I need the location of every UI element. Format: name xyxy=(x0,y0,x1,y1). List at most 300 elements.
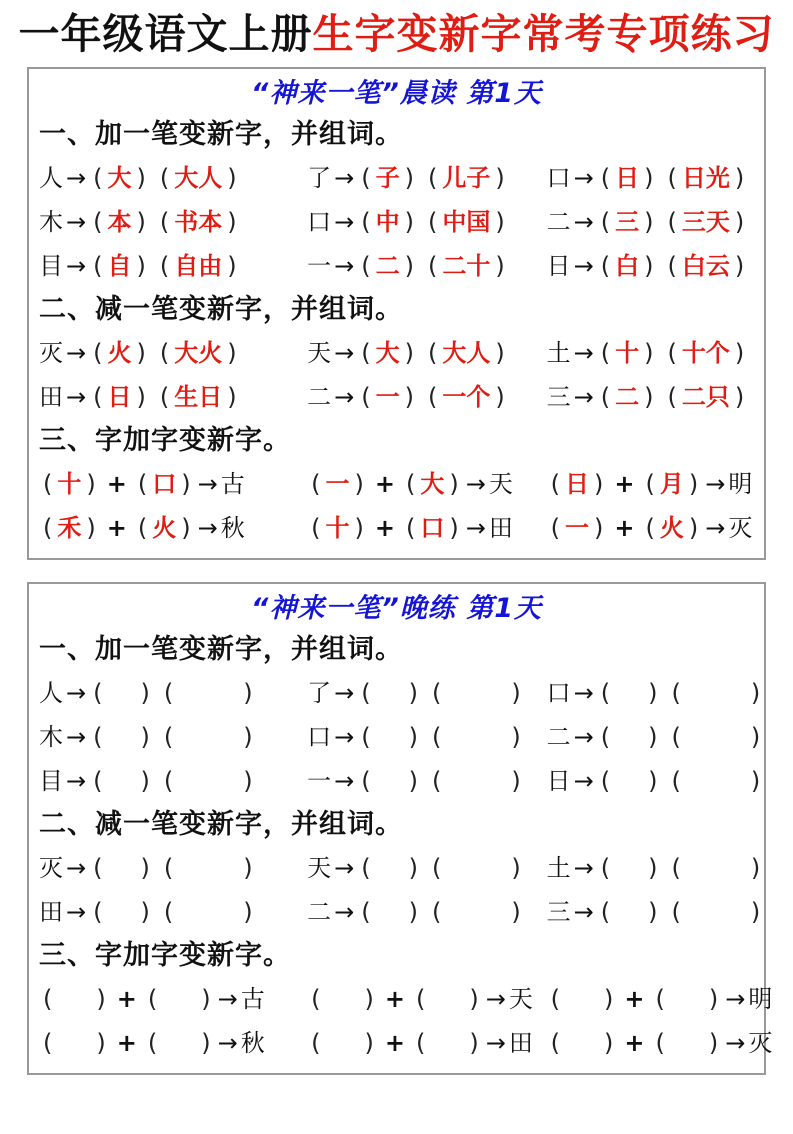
arrow-right-icon: → xyxy=(334,723,355,752)
close-paren: ) xyxy=(511,898,521,927)
open-paren: ( xyxy=(600,723,611,752)
close-paren: ) xyxy=(644,164,654,193)
section-heading: 一、加一笔变新字，并组词。 xyxy=(39,119,403,151)
exercise-cell xyxy=(307,462,547,506)
base-char: 口 xyxy=(307,723,332,752)
open-paren: ( xyxy=(93,164,103,193)
open-paren: ( xyxy=(43,985,53,1014)
worksheet-section xyxy=(39,631,761,803)
base-char: 了 xyxy=(307,679,332,708)
morning-reading-box xyxy=(27,67,766,560)
base-char: 一 xyxy=(307,767,332,796)
close-paren: ) xyxy=(227,252,237,281)
open-paren: ( xyxy=(671,898,681,927)
evening-practice-box xyxy=(27,582,773,1075)
worksheet-section xyxy=(39,422,754,550)
exercise-cell xyxy=(39,977,307,1021)
close-paren: ) xyxy=(404,339,414,368)
exercise-cell xyxy=(546,846,761,890)
arrow-right-icon: → xyxy=(334,679,355,708)
close-paren: ) xyxy=(644,383,654,412)
close-paren: ) xyxy=(449,514,459,543)
exercise-cell xyxy=(307,759,547,803)
close-paren: ) xyxy=(648,898,658,927)
exercise-row xyxy=(39,890,761,934)
open-paren: ( xyxy=(93,208,103,237)
exercise-cell xyxy=(39,156,307,200)
arrow-right-icon: → xyxy=(334,252,355,281)
exercise-cell xyxy=(546,715,761,759)
result-char: 天 xyxy=(508,985,533,1014)
result-char: 天 xyxy=(488,470,513,499)
close-paren: ) xyxy=(140,679,150,708)
arrow-right-icon: → xyxy=(217,985,238,1014)
arrow-right-icon: → xyxy=(573,383,594,412)
close-paren: ) xyxy=(227,339,237,368)
arrow-right-icon: → xyxy=(66,723,87,752)
arrow-right-icon: → xyxy=(573,854,594,883)
sections-container xyxy=(39,631,773,1065)
close-paren: ) xyxy=(648,767,658,796)
close-paren: ) xyxy=(511,723,521,752)
exercise-cell xyxy=(547,244,754,288)
arrow-right-icon: → xyxy=(573,767,594,796)
section-heading: 三、字加字变新字。 xyxy=(39,425,291,457)
answer-word: 白云 xyxy=(681,252,730,281)
answer-char: 火 xyxy=(152,514,177,543)
close-paren: ) xyxy=(364,985,374,1014)
close-paren: ) xyxy=(140,898,150,927)
exercise-cell xyxy=(39,375,307,419)
open-paren: ( xyxy=(163,679,174,708)
close-paren: ) xyxy=(604,1029,614,1058)
base-char: 三 xyxy=(546,898,571,927)
page-title-red-part: 生字变新字常考专项练习 xyxy=(312,10,775,58)
open-paren: ( xyxy=(361,339,371,368)
answer-word: 日光 xyxy=(681,164,730,193)
result-char: 秋 xyxy=(220,514,245,543)
exercise-cell xyxy=(307,506,547,550)
base-char: 灭 xyxy=(39,339,63,368)
open-paren: ( xyxy=(361,164,371,193)
open-paren: ( xyxy=(550,470,561,499)
base-char: 土 xyxy=(546,339,571,368)
exercise-cell xyxy=(547,375,754,419)
close-paren: ) xyxy=(181,470,191,499)
answer-char: 白 xyxy=(615,252,640,281)
base-char: 天 xyxy=(307,339,332,368)
box-header: “神来一笔”晨读 第1天 xyxy=(251,78,542,110)
open-paren: ( xyxy=(159,252,170,281)
base-char: 三 xyxy=(546,383,571,412)
arrow-right-icon: → xyxy=(66,164,87,193)
arrow-right-icon: → xyxy=(573,898,594,927)
exercise-row xyxy=(39,462,754,506)
plus-sign: + xyxy=(116,985,137,1014)
close-paren: ) xyxy=(708,1029,719,1058)
base-char: 天 xyxy=(307,854,332,883)
arrow-right-icon: → xyxy=(573,723,594,752)
exercise-row xyxy=(39,244,754,288)
close-paren: ) xyxy=(140,854,150,883)
answer-char: 一 xyxy=(375,383,400,412)
exercise-cell xyxy=(39,671,307,715)
close-paren: ) xyxy=(688,470,699,499)
close-paren: ) xyxy=(594,514,604,543)
open-paren: ( xyxy=(93,679,103,708)
close-paren: ) xyxy=(734,164,745,193)
exercise-row xyxy=(39,846,761,890)
answer-word: 大人 xyxy=(442,339,491,368)
open-paren: ( xyxy=(361,767,371,796)
base-char: 二 xyxy=(546,723,571,752)
arrow-right-icon: → xyxy=(334,767,355,796)
close-paren: ) xyxy=(594,470,604,499)
close-paren: ) xyxy=(734,208,745,237)
page-title xyxy=(10,12,783,57)
base-char: 日 xyxy=(546,252,571,281)
exercise-row xyxy=(39,715,761,759)
open-paren: ( xyxy=(431,898,442,927)
open-paren: ( xyxy=(361,854,371,883)
open-paren: ( xyxy=(43,514,53,543)
open-paren: ( xyxy=(427,252,438,281)
exercise-cell xyxy=(307,671,547,715)
close-paren: ) xyxy=(227,164,237,193)
worksheet-section xyxy=(39,806,761,934)
answer-word: 三天 xyxy=(681,208,730,237)
answer-word: 儿子 xyxy=(442,164,491,193)
close-paren: ) xyxy=(136,339,146,368)
close-paren: ) xyxy=(86,470,96,499)
base-char: 灭 xyxy=(39,854,63,883)
answer-word: 书本 xyxy=(174,208,223,237)
open-paren: ( xyxy=(415,985,426,1014)
close-paren: ) xyxy=(181,514,191,543)
open-paren: ( xyxy=(655,1029,665,1058)
answer-word: 生日 xyxy=(174,383,223,412)
page-title-black-part: 一年级语文上册 xyxy=(18,10,313,58)
open-paren: ( xyxy=(159,339,170,368)
exercise-cell xyxy=(39,462,307,506)
close-paren: ) xyxy=(404,252,414,281)
close-paren: ) xyxy=(136,383,146,412)
open-paren: ( xyxy=(163,854,174,883)
open-paren: ( xyxy=(361,252,371,281)
open-paren: ( xyxy=(671,854,681,883)
base-char: 二 xyxy=(546,208,571,237)
base-char: 木 xyxy=(39,208,63,237)
close-paren: ) xyxy=(750,679,761,708)
close-paren: ) xyxy=(96,1029,106,1058)
open-paren: ( xyxy=(405,470,416,499)
base-char: 人 xyxy=(39,679,63,708)
close-paren: ) xyxy=(86,514,96,543)
plus-sign: + xyxy=(384,985,405,1014)
close-paren: ) xyxy=(408,898,418,927)
open-paren: ( xyxy=(147,1029,158,1058)
base-char: 田 xyxy=(39,383,63,412)
result-char: 田 xyxy=(508,1029,533,1058)
sections-container xyxy=(39,116,754,550)
open-paren: ( xyxy=(415,1029,426,1058)
exercise-cell xyxy=(307,1021,547,1065)
close-paren: ) xyxy=(408,854,418,883)
exercise-cell xyxy=(39,200,307,244)
result-char: 古 xyxy=(220,470,245,499)
close-paren: ) xyxy=(364,1029,374,1058)
exercise-cell xyxy=(547,156,754,200)
arrow-right-icon: → xyxy=(66,339,87,368)
open-paren: ( xyxy=(667,339,677,368)
answer-word: 一个 xyxy=(442,383,491,412)
exercise-row xyxy=(39,375,754,419)
answer-word: 大火 xyxy=(174,339,223,368)
exercise-row xyxy=(39,331,754,375)
open-paren: ( xyxy=(600,767,611,796)
answer-char: 日 xyxy=(107,383,132,412)
open-paren: ( xyxy=(671,723,681,752)
open-paren: ( xyxy=(431,767,442,796)
close-paren: ) xyxy=(688,514,699,543)
arrow-right-icon: → xyxy=(334,898,355,927)
base-char: 口 xyxy=(546,164,571,193)
answer-char: 月 xyxy=(659,470,684,499)
exercise-cell xyxy=(39,506,307,550)
section-heading: 二、减一笔变新字，并组词。 xyxy=(39,809,403,841)
open-paren: ( xyxy=(361,679,371,708)
arrow-right-icon: → xyxy=(197,470,218,499)
exercise-row xyxy=(39,977,773,1021)
arrow-right-icon: → xyxy=(334,208,355,237)
exercise-cell xyxy=(39,846,307,890)
exercise-row xyxy=(39,1021,773,1065)
arrow-right-icon: → xyxy=(66,679,87,708)
arrow-right-icon: → xyxy=(66,208,87,237)
section-heading: 二、减一笔变新字，并组词。 xyxy=(39,294,403,326)
close-paren: ) xyxy=(136,208,146,237)
worksheet-section xyxy=(39,116,754,288)
answer-char: 自 xyxy=(107,252,132,281)
open-paren: ( xyxy=(431,723,442,752)
open-paren: ( xyxy=(311,985,321,1014)
exercise-cell xyxy=(39,244,307,288)
close-paren: ) xyxy=(750,723,761,752)
exercise-row xyxy=(39,671,761,715)
close-paren: ) xyxy=(750,767,761,796)
base-char: 一 xyxy=(307,252,332,281)
exercise-cell xyxy=(307,244,547,288)
close-paren: ) xyxy=(708,985,719,1014)
answer-char: 日 xyxy=(615,164,640,193)
close-paren: ) xyxy=(243,679,253,708)
plus-sign: + xyxy=(624,1029,645,1058)
arrow-right-icon: → xyxy=(334,854,355,883)
arrow-right-icon: → xyxy=(705,514,726,543)
answer-char: 大 xyxy=(420,470,445,499)
arrow-right-icon: → xyxy=(573,679,594,708)
open-paren: ( xyxy=(667,383,677,412)
plus-sign: + xyxy=(116,1029,137,1058)
close-paren: ) xyxy=(227,208,237,237)
exercise-cell xyxy=(39,759,307,803)
close-paren: ) xyxy=(734,383,745,412)
worksheet-section xyxy=(39,291,754,419)
answer-char: 火 xyxy=(107,339,132,368)
open-paren: ( xyxy=(645,470,655,499)
answer-char: 二 xyxy=(375,252,400,281)
open-paren: ( xyxy=(600,898,611,927)
answer-word: 二只 xyxy=(681,383,730,412)
base-char: 二 xyxy=(307,383,332,412)
exercise-cell xyxy=(547,462,754,506)
open-paren: ( xyxy=(600,164,611,193)
arrow-right-icon: → xyxy=(66,767,87,796)
open-paren: ( xyxy=(361,898,371,927)
answer-char: 子 xyxy=(375,164,400,193)
open-paren: ( xyxy=(93,854,103,883)
arrow-right-icon: → xyxy=(573,208,594,237)
open-paren: ( xyxy=(361,208,371,237)
open-paren: ( xyxy=(427,208,438,237)
open-paren: ( xyxy=(667,164,677,193)
box-header: “神来一笔”晚练 第1天 xyxy=(251,593,542,625)
plus-sign: + xyxy=(374,514,395,543)
close-paren: ) xyxy=(404,383,414,412)
answer-char: 口 xyxy=(420,514,445,543)
close-paren: ) xyxy=(140,723,150,752)
close-paren: ) xyxy=(408,679,418,708)
exercise-cell xyxy=(307,156,547,200)
open-paren: ( xyxy=(600,208,611,237)
open-paren: ( xyxy=(671,679,681,708)
open-paren: ( xyxy=(431,679,442,708)
arrow-right-icon: → xyxy=(66,252,87,281)
close-paren: ) xyxy=(648,679,658,708)
open-paren: ( xyxy=(93,383,103,412)
close-paren: ) xyxy=(201,985,211,1014)
close-paren: ) xyxy=(404,164,414,193)
exercise-cell xyxy=(547,200,754,244)
close-paren: ) xyxy=(734,252,745,281)
close-paren: ) xyxy=(243,767,253,796)
arrow-right-icon: → xyxy=(725,1029,746,1058)
open-paren: ( xyxy=(427,339,438,368)
base-char: 人 xyxy=(39,164,63,193)
base-char: 田 xyxy=(39,898,63,927)
arrow-right-icon: → xyxy=(705,470,726,499)
answer-char: 大 xyxy=(375,339,400,368)
close-paren: ) xyxy=(495,208,505,237)
open-paren: ( xyxy=(311,1029,321,1058)
exercise-cell xyxy=(307,715,547,759)
open-paren: ( xyxy=(43,1029,53,1058)
arrow-right-icon: → xyxy=(573,252,594,281)
close-paren: ) xyxy=(243,854,253,883)
close-paren: ) xyxy=(648,723,658,752)
open-paren: ( xyxy=(159,383,170,412)
arrow-right-icon: → xyxy=(573,339,594,368)
plus-sign: + xyxy=(106,470,127,499)
plus-sign: + xyxy=(614,514,635,543)
result-char: 古 xyxy=(240,985,265,1014)
open-paren: ( xyxy=(655,985,665,1014)
open-paren: ( xyxy=(405,514,416,543)
open-paren: ( xyxy=(427,164,438,193)
close-paren: ) xyxy=(354,514,364,543)
open-paren: ( xyxy=(361,723,371,752)
arrow-right-icon: → xyxy=(465,470,486,499)
close-paren: ) xyxy=(243,898,253,927)
arrow-right-icon: → xyxy=(573,164,594,193)
plus-sign: + xyxy=(614,470,635,499)
open-paren: ( xyxy=(667,252,677,281)
arrow-right-icon: → xyxy=(66,898,87,927)
exercise-row xyxy=(39,156,754,200)
close-paren: ) xyxy=(140,767,150,796)
open-paren: ( xyxy=(163,898,174,927)
close-paren: ) xyxy=(469,985,479,1014)
arrow-right-icon: → xyxy=(334,383,355,412)
base-char: 目 xyxy=(39,252,63,281)
result-char: 明 xyxy=(728,470,753,499)
close-paren: ) xyxy=(511,679,521,708)
open-paren: ( xyxy=(645,514,655,543)
close-paren: ) xyxy=(644,252,654,281)
exercise-cell xyxy=(547,1021,773,1065)
answer-char: 三 xyxy=(615,208,640,237)
exercise-cell xyxy=(307,331,547,375)
close-paren: ) xyxy=(495,252,505,281)
worksheet-section xyxy=(39,937,773,1065)
open-paren: ( xyxy=(311,470,321,499)
answer-word: 自由 xyxy=(174,252,223,281)
base-char: 口 xyxy=(546,679,571,708)
open-paren: ( xyxy=(137,470,148,499)
close-paren: ) xyxy=(404,208,414,237)
arrow-right-icon: → xyxy=(66,383,87,412)
open-paren: ( xyxy=(163,723,174,752)
close-paren: ) xyxy=(469,1029,479,1058)
answer-char: 口 xyxy=(152,470,177,499)
exercise-row xyxy=(39,200,754,244)
open-paren: ( xyxy=(671,767,681,796)
close-paren: ) xyxy=(648,854,658,883)
arrow-right-icon: → xyxy=(66,854,87,883)
result-char: 秋 xyxy=(240,1029,265,1058)
answer-char: 本 xyxy=(107,208,132,237)
close-paren: ) xyxy=(136,252,146,281)
answer-word: 中国 xyxy=(442,208,491,237)
close-paren: ) xyxy=(495,339,505,368)
answer-word: 大人 xyxy=(174,164,223,193)
open-paren: ( xyxy=(93,898,103,927)
open-paren: ( xyxy=(361,383,371,412)
open-paren: ( xyxy=(93,339,103,368)
exercise-cell xyxy=(39,331,307,375)
close-paren: ) xyxy=(644,208,654,237)
close-paren: ) xyxy=(495,164,505,193)
plus-sign: + xyxy=(384,1029,405,1058)
open-paren: ( xyxy=(159,208,170,237)
close-paren: ) xyxy=(227,383,237,412)
open-paren: ( xyxy=(600,252,611,281)
result-char: 田 xyxy=(488,514,513,543)
close-paren: ) xyxy=(750,854,761,883)
open-paren: ( xyxy=(431,854,442,883)
exercise-cell xyxy=(546,759,761,803)
result-char: 灭 xyxy=(748,1029,773,1058)
